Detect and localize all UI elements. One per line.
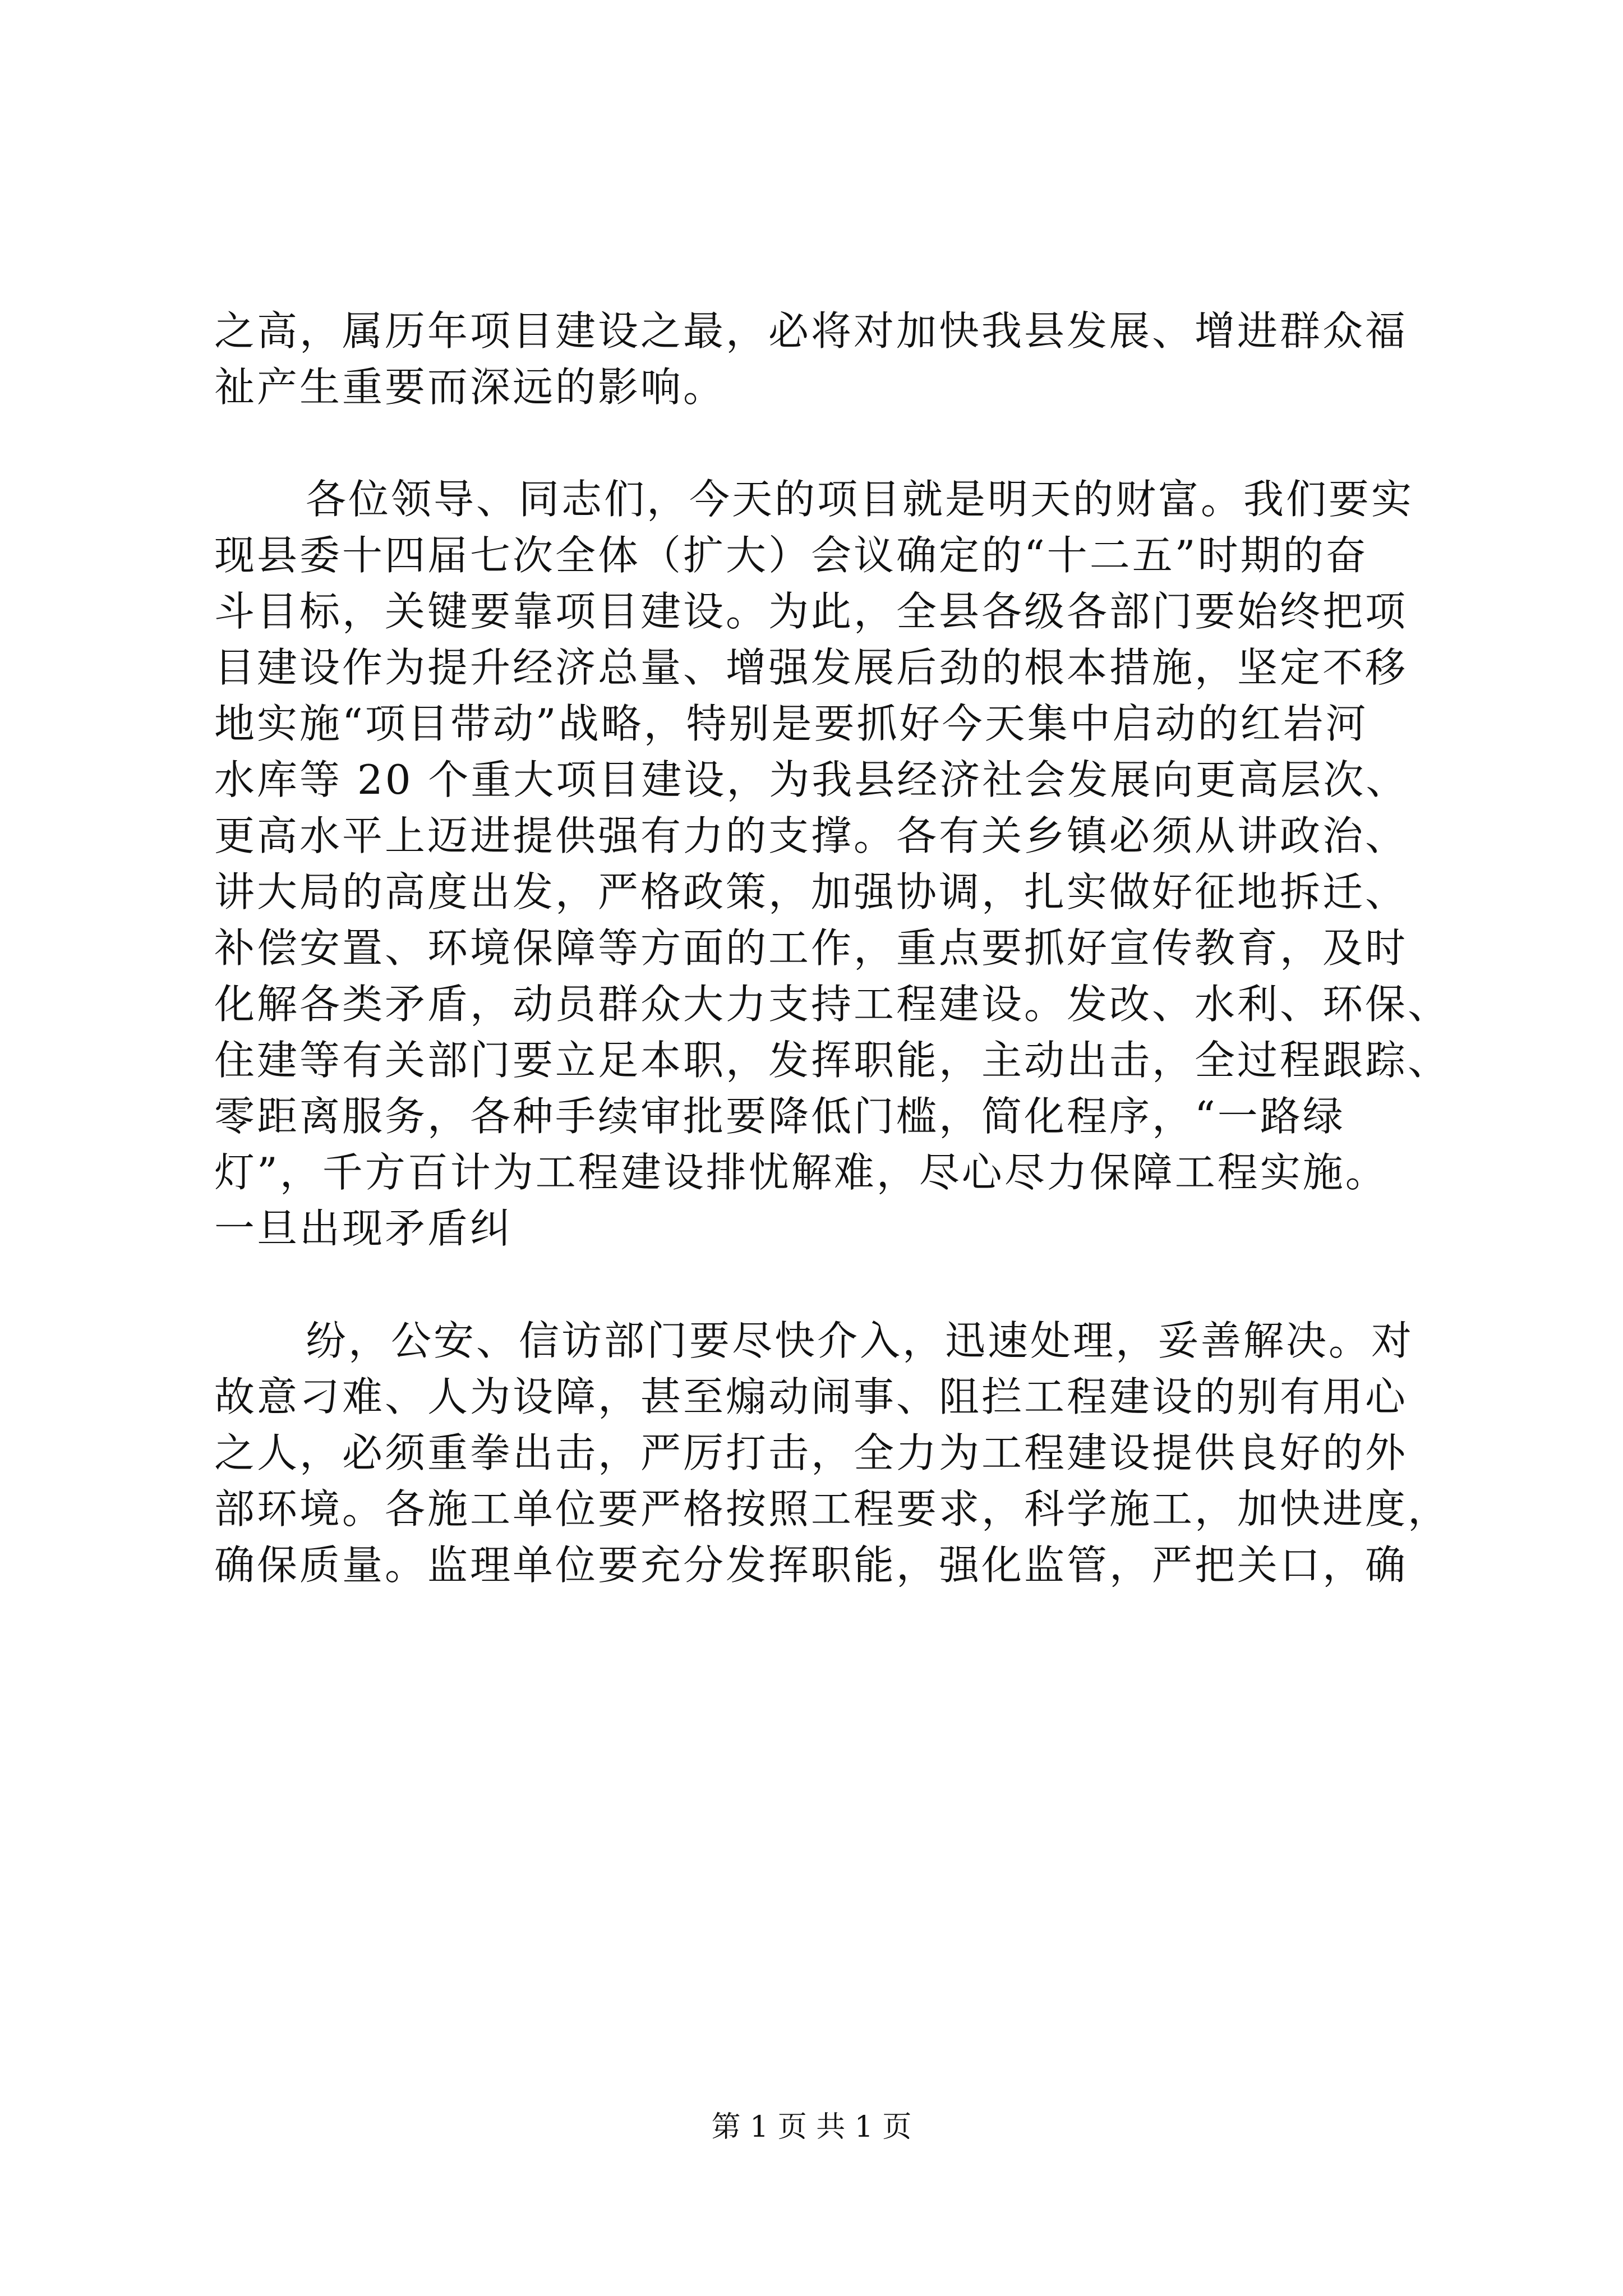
body-text-line: 水库等 20 个重大项目建设，为我县经济社会发展向更高层次、 — [214, 756, 1409, 803]
page-footer: 第 1 页 共 1 页 — [711, 2110, 912, 2144]
paragraph-start-line: 纷，公安、信访部门要尽快介入，迅速处理，妥善解决。对 — [306, 1317, 1414, 1364]
body-text-line: 一旦出现矛盾纠 — [214, 1205, 513, 1252]
body-text-line: 故意刁难、人为设障，甚至煽动闹事、阻拦工程建设的别有用心 — [214, 1373, 1408, 1420]
paragraph-start-line: 各位领导、同志们，今天的项目就是明天的财富。我们要实 — [306, 476, 1414, 523]
body-text-line: 地实施“项目带动”战略，特别是要抓好今天集中启动的红岩河 — [214, 700, 1368, 747]
body-text-line: 讲大局的高度出发，严格政策，加强协调，扎实做好征地拆迁、 — [214, 868, 1408, 915]
body-text-line: 零距离服务，各种手续审批要降低门槛，简化程序，“一路绿 — [214, 1093, 1345, 1140]
body-text-line: 之人，必须重拳出击，严厉打击，全力为工程建设提供良好的外 — [214, 1429, 1408, 1476]
body-text-line: 补偿安置、环境保障等方面的工作，重点要抓好宣传教育，及时 — [214, 924, 1408, 972]
body-text-line: 部环境。各施工单位要严格按照工程要求，科学施工，加快进度， — [214, 1485, 1451, 1533]
body-text-line: 更高水平上迈进提供强有力的支撑。各有关乡镇必须从讲政治、 — [214, 812, 1408, 859]
body-text-line: 目建设作为提升经济总量、增强发展后劲的根本措施，坚定不移 — [214, 644, 1408, 691]
body-text-line: 现县委十四届七次全体（扩大）会议确定的“十二五”时期的奋 — [214, 532, 1368, 579]
body-text-line: 确保质量。监理单位要充分发挥职能，强化监管，严把关口，确 — [214, 1542, 1408, 1589]
body-text-line: 之高，属历年项目建设之最，必将对加快我县发展、增进群众福 — [214, 307, 1408, 355]
body-text-line: 化解各类矛盾，动员群众大力支持工程建设。发改、水利、环保、 — [214, 981, 1451, 1028]
body-text-line: 灯”，千方百计为工程建设排忧解难，尽心尽力保障工程实施。 — [214, 1149, 1388, 1196]
body-text-line: 住建等有关部门要立足本职，发挥职能，主动出击，全过程跟踪、 — [214, 1037, 1451, 1084]
body-text-line: 斗目标，关键要靠项目建设。为此，全县各级各部门要始终把项 — [214, 588, 1408, 635]
body-text-line: 祉产生重要而深远的影响。 — [214, 364, 726, 411]
